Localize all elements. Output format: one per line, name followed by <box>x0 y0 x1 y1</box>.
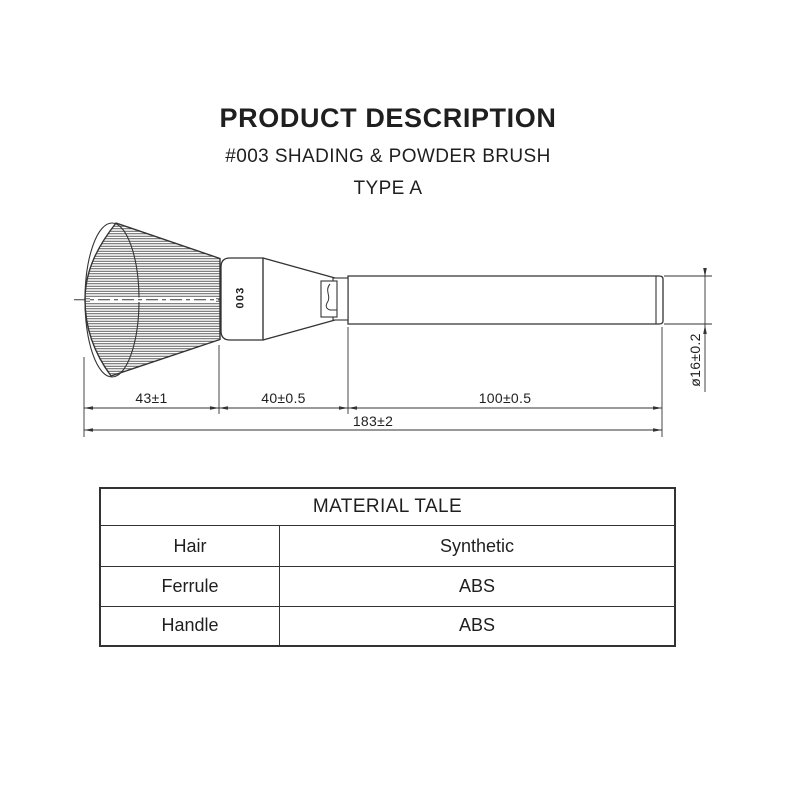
handle-body <box>348 276 663 324</box>
dim-ferrule-length: 40±0.5 <box>261 390 306 406</box>
table-cell-material: ABS <box>458 575 496 596</box>
table-row <box>101 607 674 646</box>
material-table <box>99 487 676 647</box>
table-cell-material: Synthetic <box>439 535 515 556</box>
product-subtitle: #003 SHADING & POWDER BRUSH <box>225 146 551 167</box>
dim-hair-length: 43±1 <box>135 390 168 406</box>
dim-total-length: 183±2 <box>352 413 394 429</box>
page-title: PRODUCT DESCRIPTION <box>219 103 557 133</box>
table-cell-part: Hair <box>101 526 280 566</box>
type-label: TYPE A <box>353 178 423 199</box>
dim-end-diameter: ø16±0.2 <box>687 333 703 387</box>
table-row <box>101 567 674 607</box>
ferrule-taper-bottom <box>263 320 335 340</box>
table-cell-part: Handle <box>101 607 280 646</box>
ferrule-taper-top <box>263 258 335 278</box>
material-table-title: MATERIAL TALE <box>101 489 674 526</box>
table-cell-part: Ferrule <box>101 567 280 606</box>
dim-handle-length: 100±0.5 <box>478 390 532 406</box>
table-row <box>101 526 674 567</box>
ferrule-marking: 003 <box>234 286 247 309</box>
table-cell-material: ABS <box>458 615 496 636</box>
